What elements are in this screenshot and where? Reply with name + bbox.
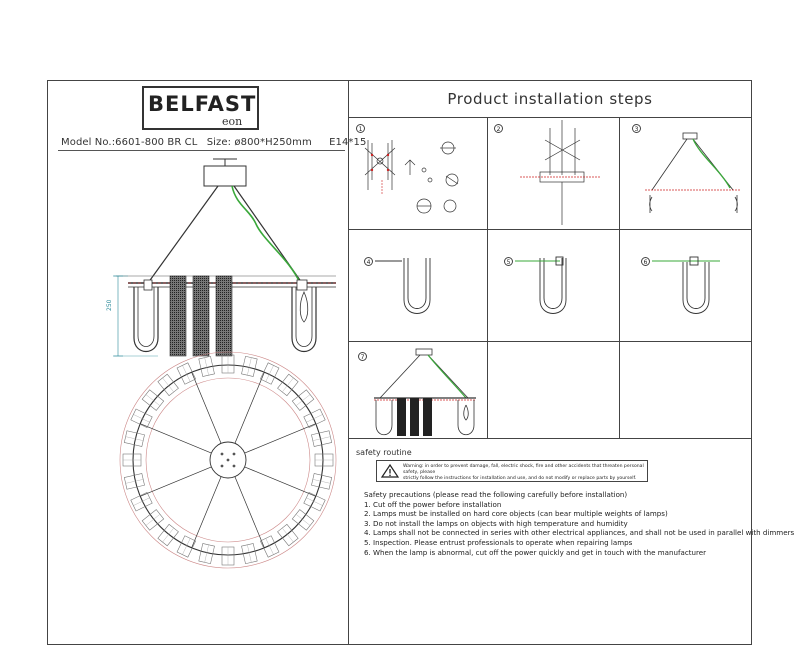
precaution-item: 2. Lamps must be installed on hard core objects (can bear multiple weights of lamps) xyxy=(364,509,668,519)
brand-logo xyxy=(142,86,259,130)
step-number: 1 xyxy=(356,124,365,133)
warning-text xyxy=(403,464,647,482)
warning-box xyxy=(376,460,648,482)
precaution-item: 5. Inspection. Please entrust professionals to operate when repairing lamps xyxy=(364,537,633,547)
brand-name: BELFAST xyxy=(148,92,257,116)
precaution-item: 4. Lamps shall not be connected in series with other electrical appliances, and shall not be used in parallel with dimmers xyxy=(364,528,795,538)
warning-line-1: Warning: in order to prevent damage, fall, electric shock, fire and other accidents that threaten personal safety, please xyxy=(403,464,644,475)
height-dimension-label: 250 xyxy=(106,299,113,311)
brand-sub: eon xyxy=(222,115,243,128)
step-number: 2 xyxy=(494,124,503,133)
precaution-item: 6. When the lamp is abnormal, cut off the power quickly and get in touch with the manufacturer xyxy=(364,547,707,557)
precaution-item: 3. Do not install the lamps on objects with high temperature and humidity xyxy=(364,518,628,528)
precaution-item: 1. Cut off the power before installation xyxy=(364,499,502,509)
step-cell-1 xyxy=(349,118,488,230)
step-number: 4 xyxy=(364,257,373,266)
step-number: 5 xyxy=(504,257,513,266)
step-cell-4 xyxy=(349,230,488,342)
page-title: Product installation steps xyxy=(447,90,653,108)
step-cell-6 xyxy=(620,230,752,342)
step-number: 3 xyxy=(632,124,641,133)
step-number: 6 xyxy=(641,257,650,266)
step-cell-5 xyxy=(488,230,620,342)
warning-line-2: strictly follow the instructions for installation and use, and do not modify or replace parts by yourself. xyxy=(403,476,637,481)
step-cell-empty-b xyxy=(620,342,752,439)
model-number: Model No.:6601-800 BR CL xyxy=(61,137,198,148)
model-underline xyxy=(58,150,345,151)
safety-title: safety routine xyxy=(356,448,412,457)
step-cell-3 xyxy=(620,118,752,230)
precautions-heading: Safety precautions (please read the following carefully before installation) xyxy=(364,490,628,499)
size-label: Size: ø800*H250mm xyxy=(206,137,312,148)
safety-precautions xyxy=(364,490,795,557)
step-number: 7 xyxy=(358,352,367,361)
step-cell-empty-a xyxy=(488,342,620,439)
step-cell-2 xyxy=(488,118,620,230)
step-cell-7 xyxy=(349,342,488,439)
warning-triangle-icon xyxy=(381,464,399,478)
model-info xyxy=(61,137,367,148)
socket-label: E14*15 xyxy=(329,137,367,148)
